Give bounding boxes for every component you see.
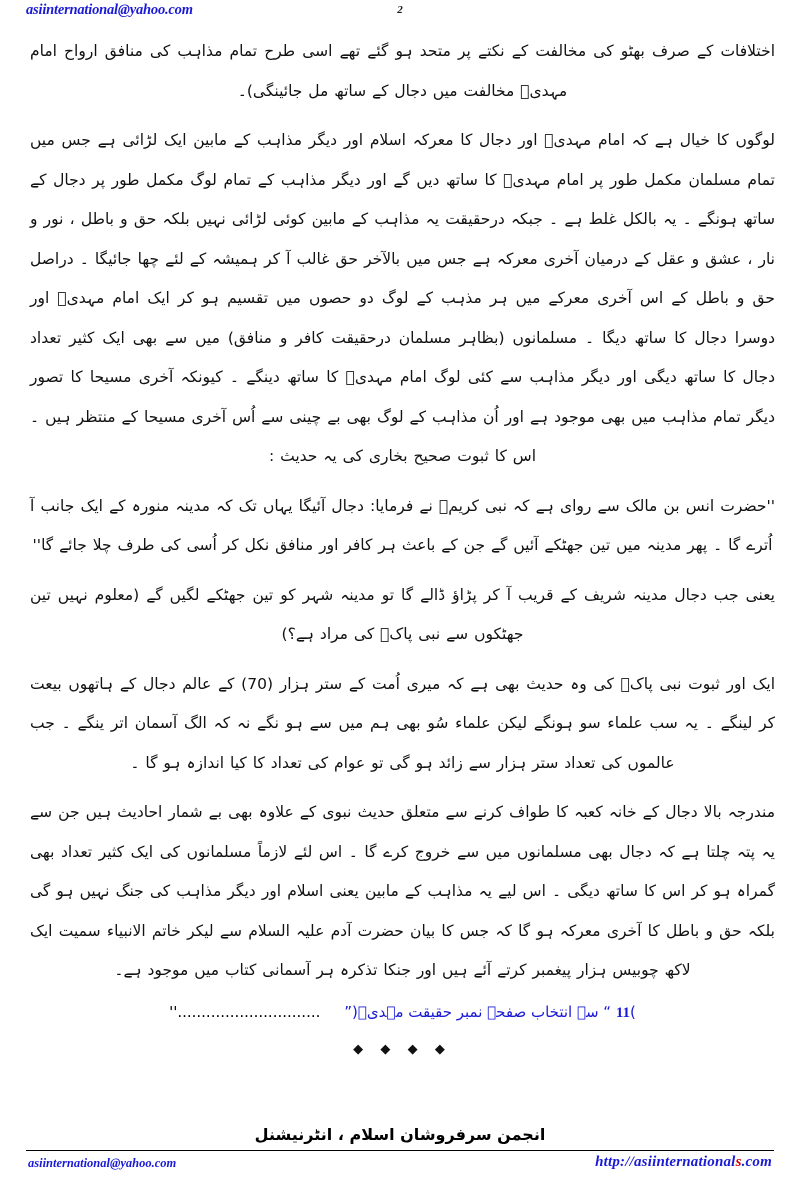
footer-links xyxy=(26,1156,774,1178)
citation-open-paren: (” xyxy=(344,1002,358,1021)
page-header xyxy=(0,0,800,30)
paragraph-4-explanation: یعنی جب دجال مدینہ شریف کے قریب آ کر پڑاؤ ڈالے گا تو مدینہ شہر کو تین جھٹکے لگیں گے (معلوم نہیں تین جھٹکوں سے نبی پاکؐ کی مراد ہے؟) xyxy=(30,585,775,644)
footer-url-prefix: http://asiinternational xyxy=(595,1154,736,1170)
decorative-diamond-separator: ◆ ◆ ◆ ◆ xyxy=(353,1040,452,1056)
citation-page-number: 11 xyxy=(615,1004,631,1021)
citation-source-title: حقیقت مہدیؑ xyxy=(357,1002,452,1021)
footer-website-link[interactable] xyxy=(595,1154,772,1171)
paragraph-2: لوگوں کا خیال ہے کہ امام مہدیؑ اور دجال کا معرکہ اسلام اور دیگر مذاہب کے مابین ایک لڑائی ہے جس میں تمام مسلمان مکمل طور پر امام مہدیؑ کا ساتھ دیں گے اور دیگر مذاہب کے تمام لوگ مکمل طور پر دجال کے ساتھ ہونگے ۔ یہ بالکل غلط ہے ۔ جبکہ درحقیقت یہ مذاہب کے مابین کوئی لڑائی نہیں بلکہ حق و باطل ، نور و نار ، عشق و عقل کے درمیان آخری معرکہ ہے جس میں بالآخر حق غالب آ کر ہمیشہ کے لئے چھا جائیگا ۔ دراصل حق و باطل کے اس آخری معرکے میں ہر مذہب کے لوگ دو حصوں میں تقسیم ہو کر ایک امام مہدیؑ اور دوسرا دجال کا ساتھ دیگا ۔ مسلمانوں (بظاہر مسلمان درحقیقت کافر و منافق) میں سے بھی ایک کثیر تعداد دجال کا ساتھ دیگی اور دیگر مذاہب سے کئی لوگ امام مہدیؑ کا ساتھ دینگے ۔ کیونکہ آخری مسیحا کا تصور دیگر تمام مذاہب میں بھی موجود ہے اور اُن مذاہب کے لوگ بھی بے چینی سے اُس آخری مسیحا کے منتظر ہیں ۔ اس کا ثبوت صحیح بخاری کی یہ حدیث : xyxy=(30,131,775,466)
footer-url-accent-letter: s xyxy=(735,1154,742,1170)
page-number: 2 xyxy=(397,4,403,16)
document-body xyxy=(30,32,775,1055)
footer-divider xyxy=(26,1150,774,1151)
paragraph-5: ایک اور ثبوت نبی پاکؐ کی وہ حدیث بھی ہے کہ میری اُمت کے ستر ہزار (70) کے عالم دجال کے ہاتھوں بیعت کر لینگے ۔ یہ سب علماء سو ہونگے لیکن علماء سُو بھی ہم میں سے ہو نگے نہ کہ الگ آسمان اتر ینگے ۔ جب عالموں کی تعداد ستر ہزار سے زائد ہو گی تو عوام کی تعداد کا کیا اندازہ ہو گا ۔ xyxy=(30,674,775,772)
citation-middle-text: “ سے انتخاب صفحہ نمبر xyxy=(456,1002,612,1021)
organization-name: انجمن سرفروشان اسلام ، انٹرنیشنل xyxy=(254,1125,546,1144)
citation-leader-dots: .............................. xyxy=(177,1002,321,1021)
citation-open-quote: '' xyxy=(169,1002,178,1021)
page-footer xyxy=(26,1125,774,1178)
paragraph-1: اختلافات کے صرف بھٹو کی مخالفت کے نکتے پر متحد ہو گئے تھے اسی طرح تمام مذاہب کی منافق ارواح امام مہدیؑ مخالفت میں دجال کے ساتھ مل جائینگی)۔ xyxy=(30,42,775,100)
citation-suffix-paren: ) xyxy=(630,1002,636,1021)
paragraph-6: مندرجہ بالا دجال کے خانہ کعبہ کا طواف کرنے سے متعلق حدیث نبوی کے علاوہ بھی بے شمار احادیث ہیں جن سے یہ پتہ چلتا ہے کہ دجال بھی مسلمانوں میں سے خروج کرے گا ۔ اس لئے لازماً مسلمانوں کی ایک کثیر تعداد بھی گمراہ ہو کر اس کا ساتھ دیگی ۔ اس لیے یہ مذاہب کے مابین یعنی اسلام اور دیگر مذاہب کی جنگ نہیں ہو گی بلکہ حق و باطل کا آخری معرکہ ہو گا کہ جس کا بیان حضرت آدم علیہ السلام سے لیکر خاتم الانبیاء سمیت ایک لاکھ چوبیس ہزار پیغمبر کرتے آئے ہیں اور جنکا تذکرہ ہر آسمانی کتاب میں موجود ہے۔ xyxy=(30,803,775,980)
source-citation xyxy=(30,997,775,1028)
header-email-link[interactable]: asiinternational@yahoo.com xyxy=(26,2,193,18)
paragraph-3-hadith-quote: ''حضرت انس بن مالک سے روای ہے کہ نبی کریمؐ نے فرمایا: دجال آئیگا یہاں تک کہ مدینہ منورہ کے ایک جانب آ اُترے گا ۔ پھر مدینہ میں تین جھٹکے آئیں گے جن کے باعث ہر کافر اور منافق نکل کر اُسی کی طرف چلا جائے گا'' xyxy=(30,496,775,555)
footer-email-link[interactable]: asiinternational@yahoo.com xyxy=(28,1156,177,1170)
footer-url-suffix: .com xyxy=(741,1154,772,1170)
